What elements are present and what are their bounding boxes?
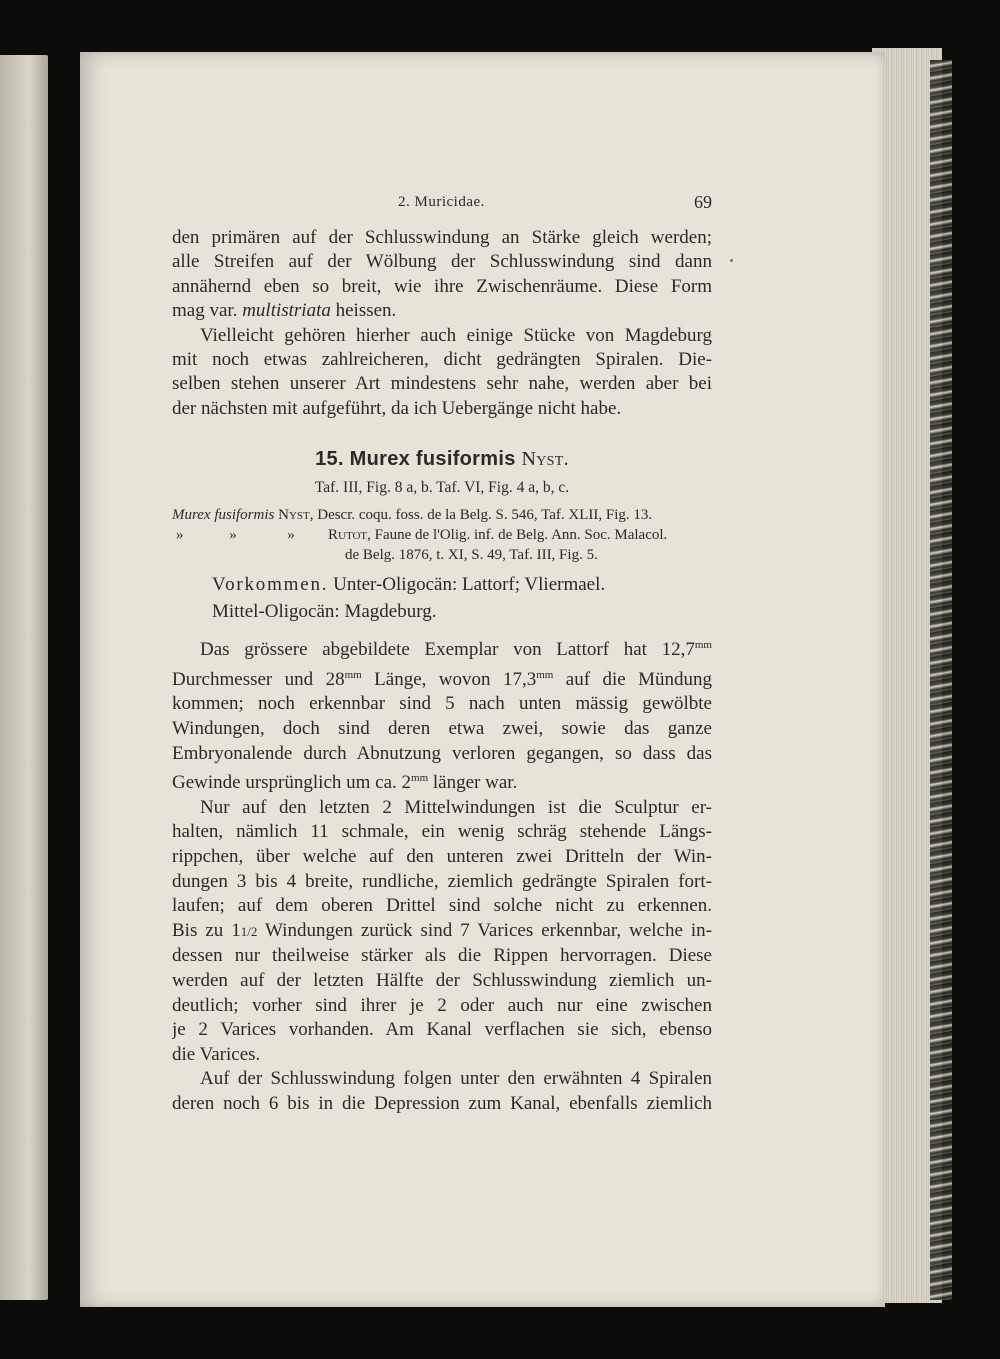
text-line: rippchen, über welche auf den unteren zwei Dritteln der Win- bbox=[172, 846, 712, 867]
text-fragment: Durchmesser und 28 bbox=[172, 668, 345, 690]
text-line: der nächsten mit aufgeführt, da ich Uebergänge nicht habe. bbox=[172, 397, 622, 419]
synonym-author: Nyst bbox=[278, 507, 310, 524]
synonym-reference: , Faune de l'Olig. inf. de Belg. Ann. Soc. Malacol. bbox=[367, 527, 668, 544]
text-line: dessen nur theilweise stärker als die Rippen hervorragen. Diese bbox=[172, 945, 712, 967]
text-line: laufen; auf dem oberen Drittel sind solche nicht zu erkennen. bbox=[172, 895, 712, 917]
text-line: alle Streifen auf der Wölbung der Schlusswindung sind dann bbox=[172, 251, 712, 273]
text-line: deutlich; vorher sind ihrer je 2 oder auch nur eine zwischen bbox=[172, 994, 712, 1016]
text-line: dungen 3 bis 4 breite, rundliche, ziemlich gedrängte Spiralen fort- bbox=[172, 870, 712, 892]
unit-superscript: mm bbox=[694, 639, 712, 652]
page-spot bbox=[730, 259, 733, 262]
occurrence-text: Unter-Oligocän: Lattorf; Vliermael. bbox=[328, 574, 606, 596]
text-fragment: länger war. bbox=[428, 772, 518, 794]
paragraph-schlusswindung bbox=[172, 1067, 712, 1116]
text-line: deren noch 6 bis in die Depression zum Kanal, ebenfalls ziemlich bbox=[172, 1092, 712, 1114]
ditto-mark: » bbox=[287, 527, 295, 544]
unit-superscript: mm bbox=[536, 668, 554, 681]
intro-paragraph bbox=[172, 226, 712, 324]
text-line: halten, nämlich 11 schmale, ein wenig schräg stehende Längs- bbox=[172, 821, 712, 843]
text-line: Vielleicht gehören hierher auch einige Stücke von Magdeburg bbox=[200, 324, 712, 346]
running-head-title: 2. Muricidae. bbox=[398, 194, 485, 210]
text-line bbox=[172, 919, 712, 945]
variety-name: multistriata bbox=[242, 300, 331, 322]
synonym-author: Rutot bbox=[328, 527, 368, 544]
left-page-edge bbox=[0, 55, 48, 1300]
synonym-species: Murex fusiformis bbox=[172, 507, 275, 524]
text-fragment: heissen. bbox=[330, 300, 397, 322]
text-line: je 2 Varices vorhanden. Am Kanal verflachen sie sich, ebenso bbox=[172, 1019, 712, 1041]
paragraph-vielleicht bbox=[172, 324, 712, 422]
occurrence-label: Vorkommen. bbox=[212, 574, 329, 596]
text-line: Nur auf den letzten 2 Mittelwindungen ist die Sculptur er- bbox=[200, 796, 712, 818]
text-fragment: Bis zu 1 bbox=[172, 919, 241, 941]
text-line: Windungen, doch sind deren etwa zwei, sowie das ganze bbox=[172, 718, 712, 740]
occurrence bbox=[172, 571, 712, 625]
page-number: 69 bbox=[694, 192, 712, 212]
book-spine bbox=[930, 60, 952, 1300]
text-line: kommen; noch erkennbar sind 5 nach unten mässig gewölbte bbox=[172, 693, 712, 715]
synonymy-line: de Belg. 1876, t. XI, S. 49, Taf. III, Fig. 5. bbox=[345, 547, 598, 564]
text-line bbox=[172, 299, 712, 323]
text-line: die Varices. bbox=[172, 1043, 261, 1065]
text-line: mit noch etwas zahlreicheren, dicht gedrängten Spiralen. Die- bbox=[172, 349, 712, 371]
page-text bbox=[172, 190, 712, 1117]
synonymy bbox=[172, 505, 712, 565]
ditto-mark: » bbox=[229, 527, 237, 544]
unit-superscript: mm bbox=[411, 772, 429, 785]
paragraph-sculptur bbox=[172, 796, 712, 1068]
occurrence-line: Mittel-Oligocän: Magdeburg. bbox=[212, 601, 437, 623]
synonym-reference: , Descr. coqu. foss. de la Belg. S. 546, Taf. XLII, Fig. 13. bbox=[309, 507, 653, 524]
text-line bbox=[172, 766, 712, 796]
text-fragment: Das grössere abgebildete Exemplar von Lattorf hat 12,7 bbox=[200, 639, 695, 661]
plate-references: Taf. III, Fig. 8 a, b. Taf. VI, Fig. 4 a, b, c. bbox=[314, 479, 570, 497]
species-number: 15. bbox=[315, 448, 344, 471]
text-fragment: auf die Mündung bbox=[553, 668, 712, 690]
paragraph-exemplar bbox=[172, 633, 712, 796]
unit-superscript: mm bbox=[344, 668, 362, 681]
species-name: Murex fusiformis bbox=[349, 448, 516, 471]
synonymy-line bbox=[172, 525, 712, 545]
text-fragment: Windungen zurück sind 7 Varices erkennbar, welche in- bbox=[257, 919, 712, 941]
species-author: Nyst. bbox=[521, 448, 569, 471]
text-line: annähernd eben so breit, wie ihre Zwischenräume. Diese Form bbox=[172, 275, 712, 297]
synonymy-line bbox=[172, 505, 712, 525]
text-fragment: Gewinde ursprünglich um ca. 2 bbox=[172, 772, 412, 794]
species-heading bbox=[172, 448, 712, 471]
ditto-mark: » bbox=[176, 527, 184, 544]
text-line: den primären auf der Schlusswindung an Stärke gleich werden; bbox=[172, 227, 712, 248]
text-line: Auf der Schlusswindung folgen unter den erwähnten 4 Spiralen bbox=[200, 1068, 712, 1090]
occurrence-line bbox=[172, 571, 712, 598]
text-fragment: Länge, wovon 17,3 bbox=[361, 668, 537, 690]
text-line bbox=[172, 663, 712, 693]
text-line bbox=[172, 633, 712, 663]
text-line: werden auf der letzten Hälfte der Schlusswindung ziemlich un- bbox=[172, 969, 712, 991]
text-line: selben stehen unserer Art mindestens sehr nahe, werden aber bei bbox=[172, 373, 712, 395]
text-line: Embryonalende durch Abnutzung verloren gegangen, so dass das bbox=[172, 742, 712, 764]
running-head bbox=[172, 190, 712, 216]
fraction: 1/2 bbox=[240, 923, 258, 939]
text-fragment: mag var. bbox=[172, 300, 243, 322]
